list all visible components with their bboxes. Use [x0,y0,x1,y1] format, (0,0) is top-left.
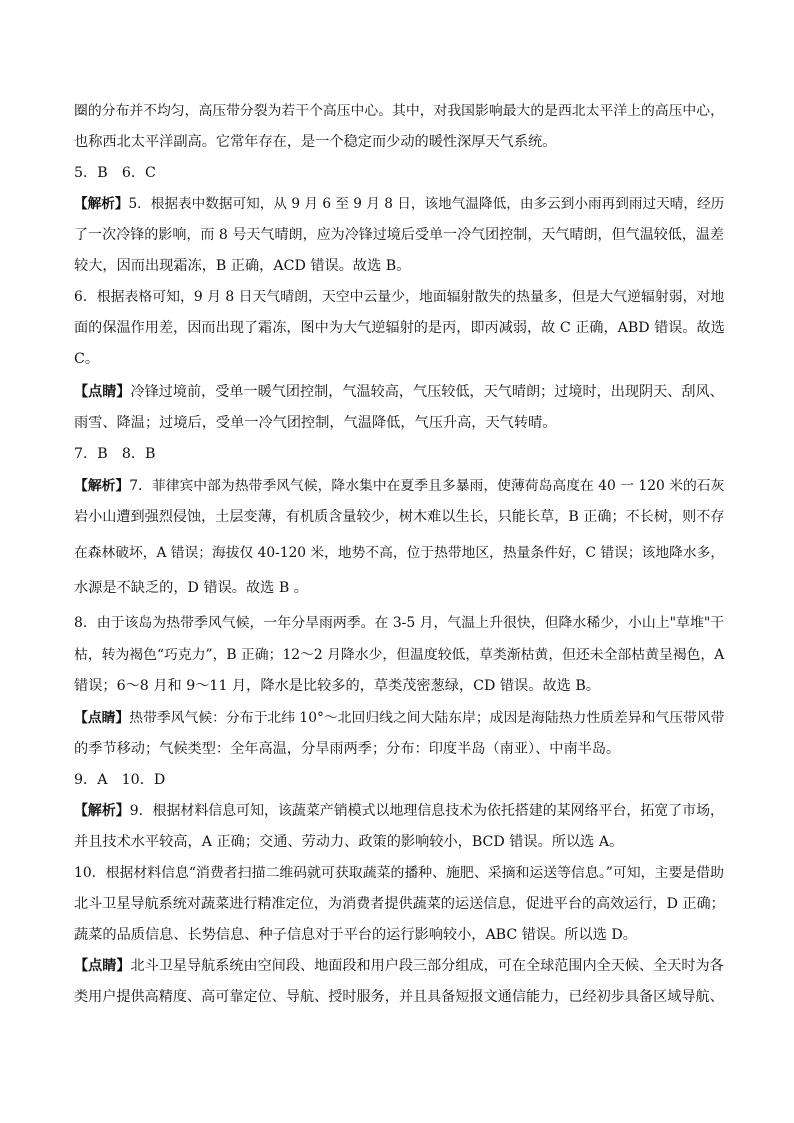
note-tag: 【点睛】 [74,958,131,974]
paragraph-line: 8．由于该岛为热带季风气候，一年分旱雨两季。在 3-5 月，气温上升很快，但降水稀少，小山上"草堆"干 [74,615,725,631]
note-text: 北斗卫星导航系统由空间段、地面段和用户段三部分组成，可在全球范围内全天候、全天时为各 [130,958,724,974]
paragraph-line: 枯，转为褐色“巧克力”，B 正确；12～2 月降水少，但温度较低，草类渐枯黄，但还未全部枯黄呈褐色，A [74,647,725,663]
paragraph-line: 北斗卫星导航系统对蔬菜进行精准定位，为消费者提供蔬菜的运送信息，促进平台的高效运行，D 正确； [74,896,725,912]
analysis-tag: 【解析】 [74,478,130,494]
answer-line: 9．A 10．D [74,772,166,788]
note-tag: 【点睛】 [74,384,131,400]
paragraph-line: 类用户提供高精度、高可靠定位、导航、授时服务，并且具备短报文通信能力，已经初步具备区域导航、 [74,989,724,1005]
note-text: 冷锋过境前，受单一暖气团控制，气温较高，气压较低，天气晴朗；过境时，出现阴天、刮风、 [130,384,724,400]
paragraph-line: 错误；6～8 月和 9～11 月，降水是比较多的，草类茂密葱绿，CD 错误。故选 B。 [74,678,600,694]
paragraph-line: 并且技术水平较高，A 正确；交通、劳动力、政策的影响较小，BCD 错误。所以选 A。 [74,834,624,850]
paragraph-line: 蔬菜的品质信息、长势信息、种子信息对于平台的运行影响较小，ABC 错误。所以选 D。 [74,927,637,943]
paragraph-line: 岩小山遭到强烈侵蚀，土层变薄，有机质含量较少，树木难以生长，只能长草，B 正确；不长树，则不存 [74,509,725,525]
note-tag: 【点睛】 [74,710,130,726]
paragraph-line: 了一次冷锋的影响，而 8 号天气晴朗，应为冷锋过境后受单一冷气团控制，天气晴朗，但气温较低，温差 [74,227,724,243]
analysis-text: 9．根据材料信息可知，该蔬菜产销模式以地理信息技术为依托搭建的某网络平台，拓宽了市场， [129,803,724,819]
paragraph-line: 圈的分布并不均匀，高压带分裂为若干个高压中心。其中，对我国影响最大的是西北太平洋上的高压中心， [74,103,724,119]
paragraph-line: 水源是不缺乏的，D 错误。故选 B 。 [74,580,308,596]
paragraph-line: 也称西北太平洋副高。它常年存在，是一个稳定而少动的暖性深厚天气系统。 [74,134,557,150]
paragraph-line: C。 [74,351,100,367]
analysis-tag: 【解析】 [74,196,129,212]
note-line [74,956,724,976]
paragraph-line: 的季节移动；气候类型：全年高温，分旱雨两季；分布：印度半岛（南亚）、中南半岛。 [74,741,621,757]
analysis-line [74,476,724,496]
note-text: 热带季风气候：分布于北纬 10°～北回归线之间大陆东岸；成因是海陆热力性质差异和气压带风带 [129,710,725,726]
analysis-text: 7．菲律宾中部为热带季风气候，降水集中在夏季且多暴雨，使薄荷岛高度在 40 一 120 米的石灰 [129,478,725,494]
answer-line: 5．B 6．C [74,165,156,181]
note-line [74,708,724,728]
analysis-text: 5．根据表中数据可知，从 9 月 6 至 9 月 8 日，该地气温降低，由多云到小雨再到雨过天晴，经历 [128,196,725,212]
analysis-line [74,194,724,214]
analysis-tag: 【解析】 [74,803,130,819]
paragraph-line: 面的保温作用差，因而出现了霜冻，图中为大气逆辐射的是丙，即丙减弱，故 C 正确，ABD 错误。故选 [74,320,725,336]
paragraph-line: 10．根据材料信息“消费者扫描二维码就可获取蔬菜的播种、施肥、采摘和运送等信息。”可知，主要是借助 [74,865,725,881]
paragraph-line: 雨雪、降温；过境后，受单一冷气团控制，气温降低，气压升高，天气转晴。 [74,415,557,431]
paragraph-line: 6．根据表格可知，9 月 8 日天气晴朗，天空中云量少，地面辐射散失的热量多，但是大气逆辐射弱，对地 [74,289,725,305]
paragraph-line: 在森林破坏，A 错误；海拔仅 40-120 米，地势不高，位于热带地区，热量条件好，C 错误；该地降水多， [74,545,725,561]
analysis-line [74,801,724,821]
answer-line: 7．B 8．B [74,446,156,462]
paragraph-line: 较大，因而出现霜冻，B 正确，ACD 错误。故选 B。 [74,258,411,274]
note-line [74,382,724,402]
